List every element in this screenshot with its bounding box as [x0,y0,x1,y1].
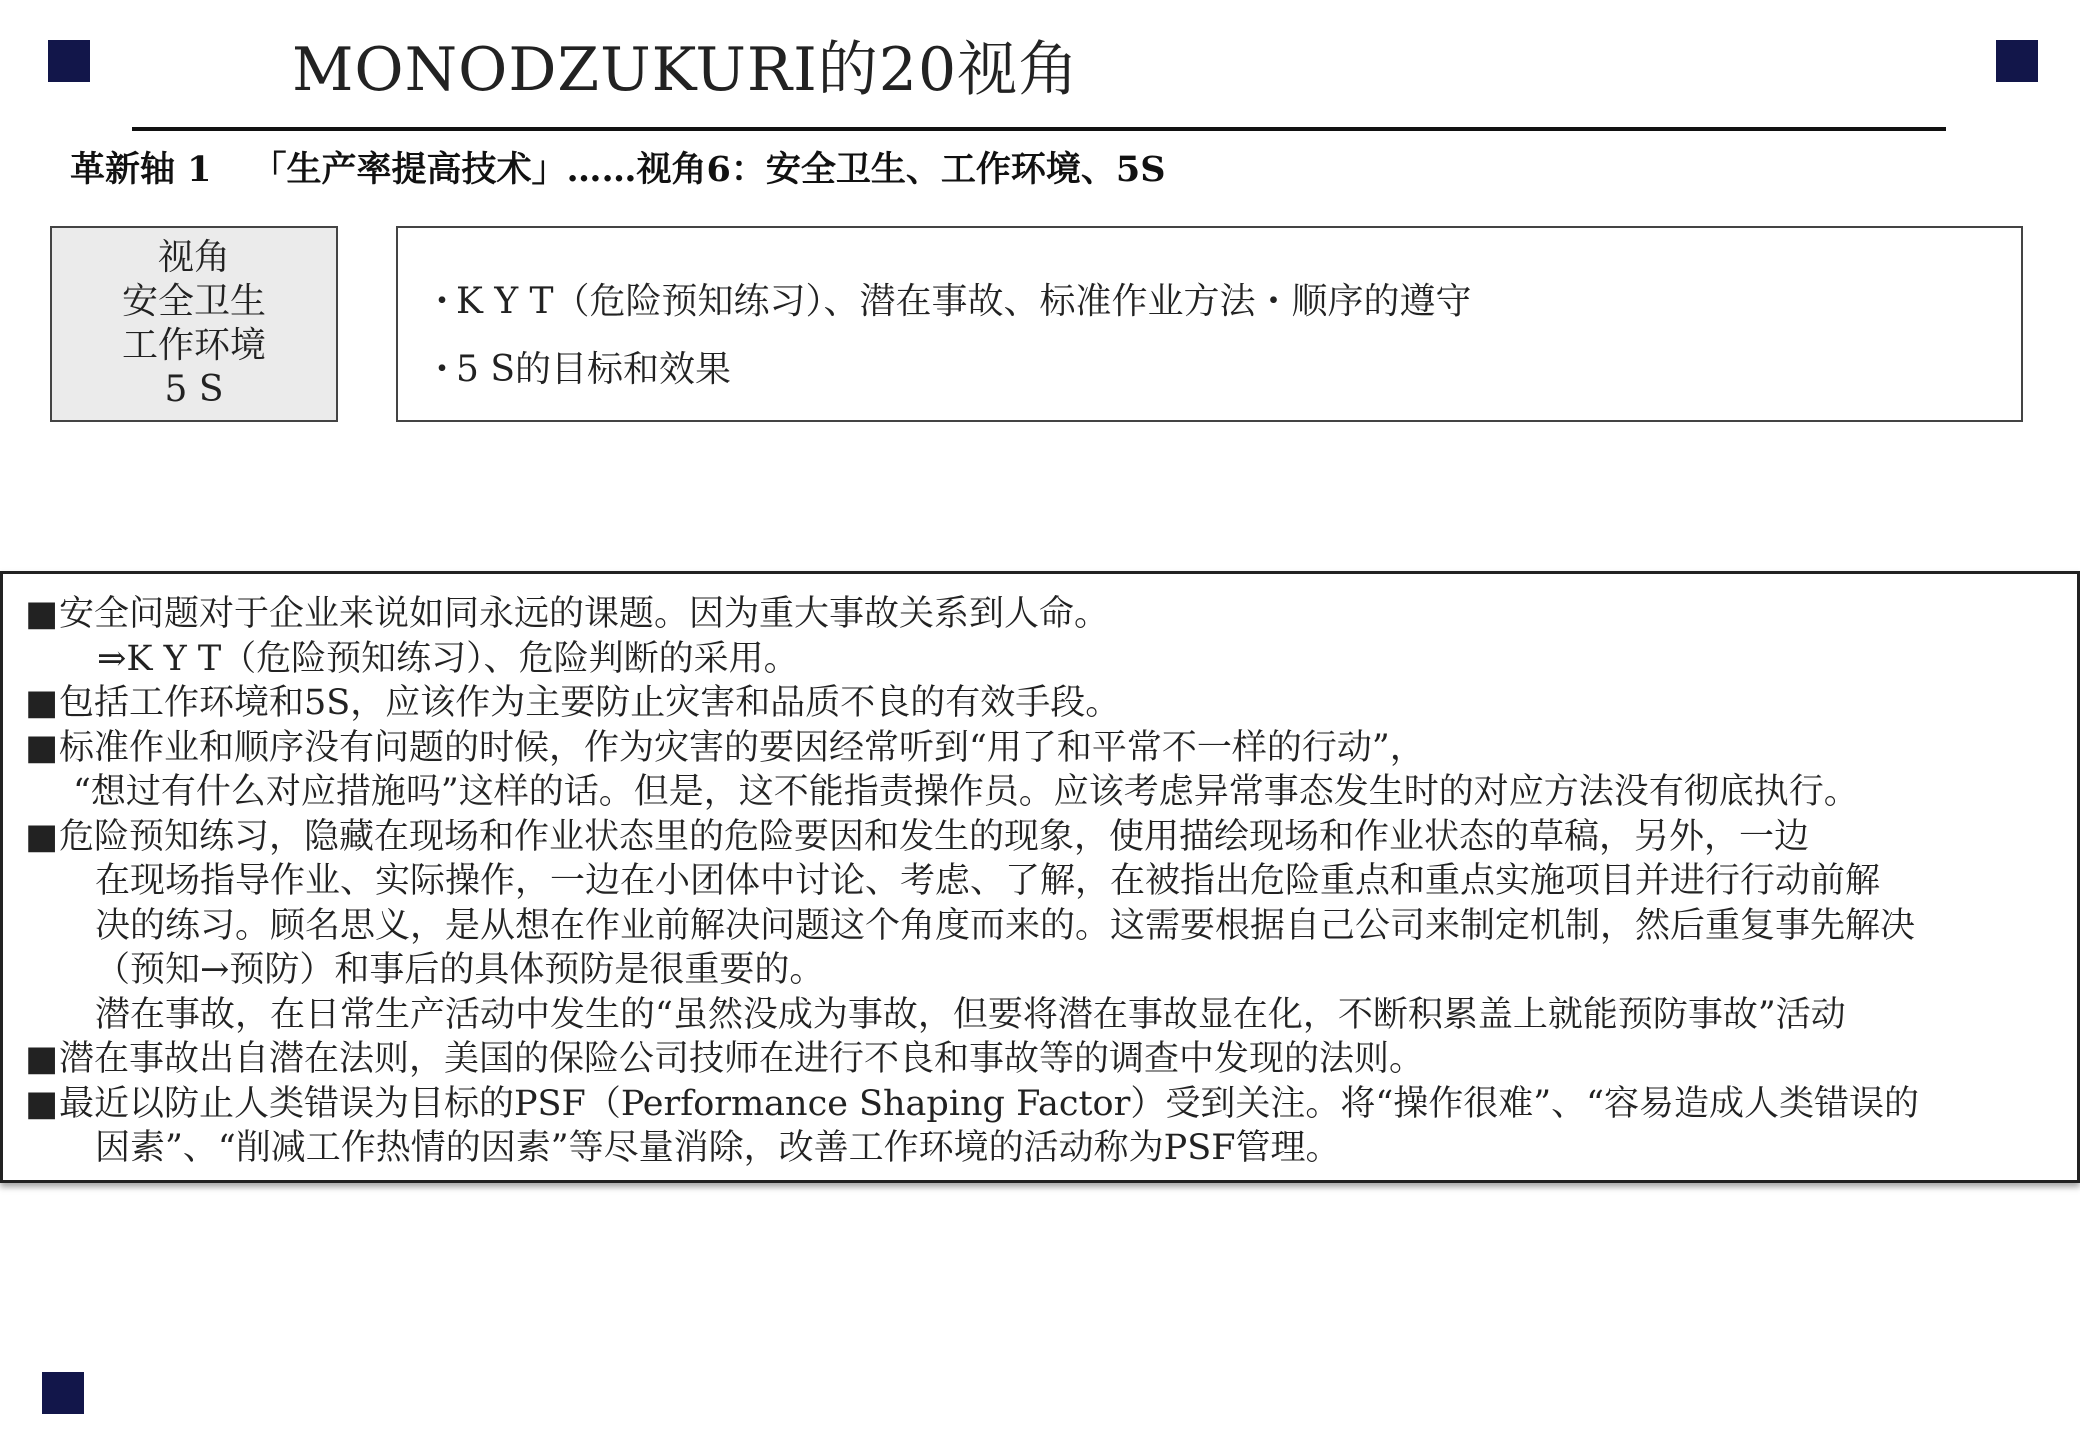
bullet-icon: ・ [424,349,461,390]
key-point-item [424,268,2021,336]
explanation-line: ■潜在事故出自潜在法则，美国的保险公司技师在进行不良和事故等的调查中发现的法则。 [25,1037,2077,1082]
explanation-line: 决的练习。顾名思义，是从想在作业前解决问题这个角度而来的。这需要根据自己公司来制定机制，然后重复事先解决 [95,905,1916,946]
viewpoint-line: 安全卫生 [121,281,266,322]
key-point-item [424,336,2021,404]
innovation-axis-label: 革新轴 1 [70,149,212,190]
section-subtitle [70,144,1166,196]
key-point-text: K Y T（危险预知练习）、潜在事故、标准作业方法・顺序的遵守 [456,281,1472,322]
explanation-line: ■安全问题对于企业来说如同永远的课题。因为重大事故关系到人命。 [25,592,2077,637]
explanation-line: ■标准作业和顺序没有问题的时候，作为灾害的要因经常听到“用了和平常不一样的行动”， [25,726,2077,771]
explanation-line: ■危险预知练习，隐藏在现场和作业状态里的危险要因和发生的现象，使用描绘现场和作业状态的草稿，另外，一边 [25,815,2077,860]
square-bullet-icon: ■ [25,1083,59,1124]
explanation-line: “想过有什么对应措施吗”这样的话。但是，这不能指责操作员。应该考虑异常事态发生时的对应方法没有彻底执行。 [73,772,1859,812]
viewpoint-line: 视角 [157,237,230,278]
square-bullet-icon: ■ [25,727,59,768]
title-divider [132,127,1946,131]
square-bullet-icon: ■ [25,1039,59,1079]
explanation-line: 在现场指导作业、实际操作，一边在小团体中讨论、考虑、了解，在被指出危险重点和重点实施项目并进行行动前解 [95,861,1881,901]
explanation-line: ■包括工作环境和5S，应该作为主要防止灾害和品质不良的有效手段。 [25,681,2077,726]
key-point-text: 5 S的目标和效果 [456,349,732,390]
explanation-line: ■最近以防止人类错误为目标的PSF（Performance Shaping Factor）受到关注。将“操作很难”、“容易造成人类错误的 [25,1082,2077,1127]
viewpoint-line: 工作环境 [121,325,266,366]
subtitle-text: 「生产率提高技术」……视角6：安全卫生、工作环境、5S [251,149,1166,190]
square-bullet-icon: ■ [25,594,59,634]
explanation-line: 潜在事故，在日常生产活动中发生的“虽然没成为事故，但要将潜在事故显在化，不断积累盖上就能预防事故”活动 [95,994,1846,1035]
explanation-line: ⇒K Y T（危险预知练习）、危险判断的采用。 [97,638,799,679]
explanation-line: 因素”、“削减工作热情的因素”等尽量消除，改善工作环境的活动称为PSF管理。 [95,1128,1341,1168]
square-bullet-icon: ■ [25,683,59,723]
slide-title: MONODZUKURI的20视角 [292,35,1080,105]
explanation-box [0,571,2080,1183]
explanation-line: （预知→预防）和事后的具体预防是很重要的。 [95,950,825,990]
corner-square-top-left [48,40,90,82]
corner-square-top-right [1996,40,2038,82]
viewpoint-line: 5 S [164,369,224,410]
bullet-icon: ・ [424,281,461,322]
key-points-box [396,226,2023,422]
corner-square-bottom-left [42,1372,84,1414]
square-bullet-icon: ■ [25,816,59,857]
viewpoint-box [50,226,338,422]
